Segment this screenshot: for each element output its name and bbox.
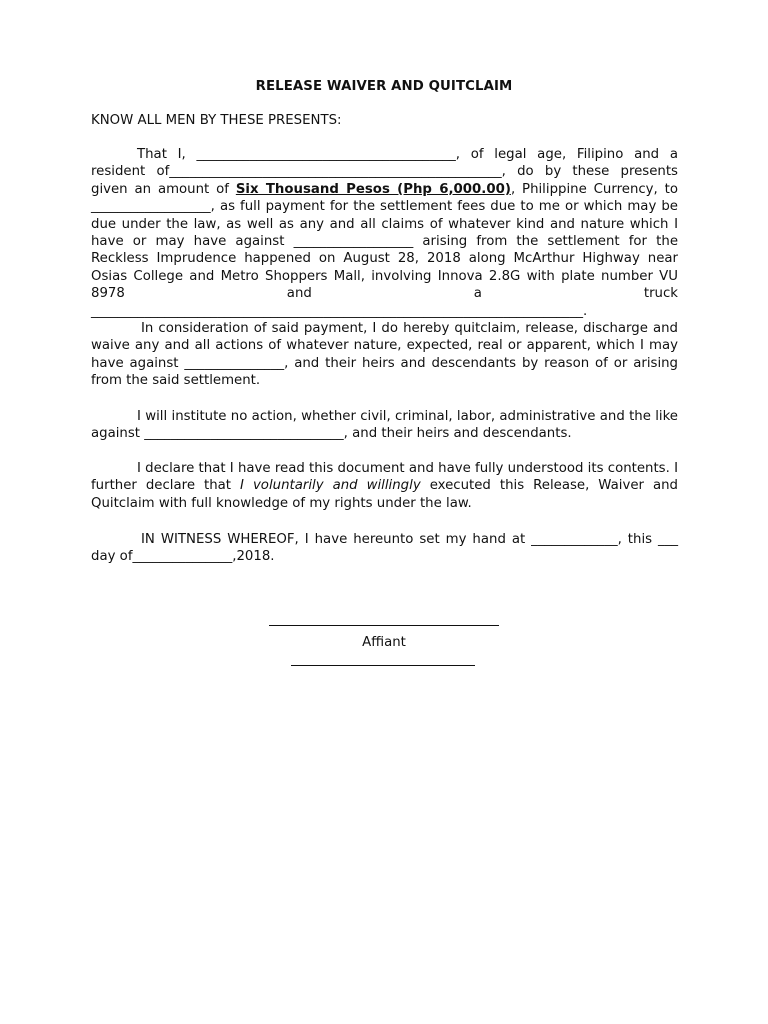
paragraph-consideration	[91, 320, 678, 390]
paragraph-parties-text-a: That I, _______________________________________, of legal age, Filipino and a resident of__________________________________________________, do by these presents given an amount of	[91, 147, 678, 197]
paragraph-declaration-text-b: executed this Release, Waiver and Quitclaim with full knowledge of my rights under the law.	[91, 478, 678, 511]
voluntary-phrase: I voluntarily and willingly	[240, 478, 421, 494]
paragraph-parties-text-b: , Philippine Currency, to __________________, as full payment for the settlement fees due to me or which may be due under the law, as well as any and all claims of whatever kind and nature which I have or may have against __________________ arising from the settlement for the Reckless Imprudence happened on August 28, 2018 along McArthur Highway near Osias College and Metro Shoppers Mall, involving Innova 2.8G with plate number VU 8978 and a truck __________________________________________________________________________.	[91, 181, 679, 319]
paragraph-declaration-text-a: I declare that I have read this document and have fully understood its contents. I further declare that	[91, 461, 678, 494]
paragraph-no-action-text: I will institute no action, whether civil, criminal, labor, administrative and the like against ______________________________, and their heirs and descendants.	[91, 409, 678, 442]
salutation: KNOW ALL MEN BY THESE PRESENTS:	[91, 113, 342, 128]
name-line	[291, 665, 475, 666]
signature-line	[269, 625, 499, 626]
paragraph-no-action	[91, 408, 678, 443]
paragraph-consideration-text: In consideration of said payment, I do hereby quitclaim, release, discharge and waive any and all actions of whatever nature, expected, real or apparent, which I may have against _______________, and their heirs and descendants by reason of or arising from the said settlement.	[91, 321, 678, 389]
paragraph-witness-text: IN WITNESS WHEREOF, I have hereunto set my hand at _____________, this ___ day of_______________,2018.	[91, 532, 678, 565]
settlement-amount: Six Thousand Pesos (Php 6,000.00)	[235, 181, 511, 197]
signature-label: Affiant	[362, 635, 406, 650]
document-title: RELEASE WAIVER AND QUITCLAIM	[255, 79, 513, 94]
paragraph-declaration	[91, 460, 678, 512]
paragraph-parties	[91, 146, 678, 320]
paragraph-witness	[91, 531, 678, 566]
